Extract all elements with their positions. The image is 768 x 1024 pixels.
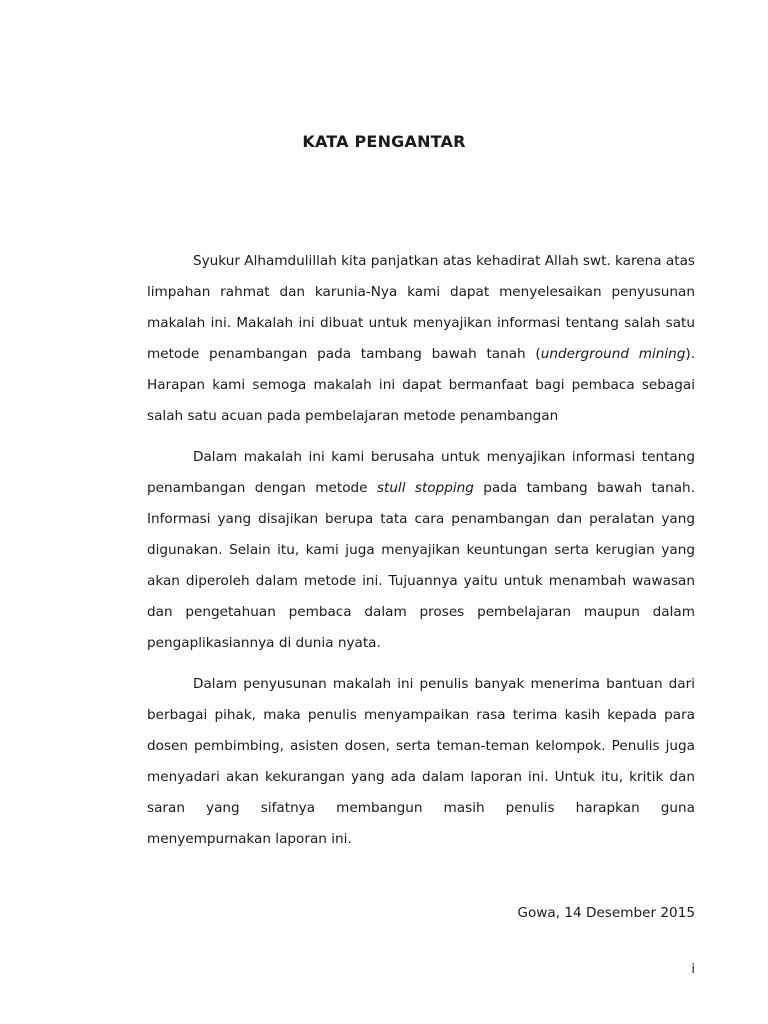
paragraph-2 <box>147 442 695 659</box>
paragraph-1-italic-term: underground mining <box>540 346 686 362</box>
body-text <box>147 246 695 865</box>
paragraph-3-text: Dalam penyusunan makalah ini penulis banyak menerima bantuan dari berbagai pihak, maka penulis menyampaikan rasa terima kasih kepada para dosen pembimbing, asisten dosen, serta teman-teman kelompok. Penulis juga menyadari akan kekurangan yang ada dalam laporan ini. Untuk itu, kritik dan saran yang sifatnya membangun masih penulis harapkan guna menyempurnakan laporan ini. <box>147 676 695 847</box>
paragraph-2-text-after: pada tambang bawah tanah. Informasi yang disajikan berupa tata cara penambangan dan peralatan yang digunakan. Selain itu, kami juga menyajikan keuntungan serta kerugian yang akan diperoleh dalam metode ini. Tujuannya yaitu untuk menambah wawasan dan pengetahuan pembaca dalam proses pembelajaran maupun dalam pengaplikasiannya di dunia nyata. <box>147 480 695 651</box>
place-date-signature: Gowa, 14 Desember 2015 <box>517 905 695 921</box>
page-number: i <box>691 962 695 977</box>
page-title: KATA PENGANTAR <box>302 132 466 151</box>
paragraph-1-text-after: ). Harapan kami semoga makalah ini dapat bermanfaat bagi pembaca sebagai salah satu acuan pada pembelajaran metode penambangan <box>147 346 696 424</box>
paragraph-2-italic-term: stull stopping <box>376 480 474 496</box>
paragraph-1 <box>147 246 695 432</box>
paragraph-1-text-before: Syukur Alhamdulillah kita panjatkan atas kehadirat Allah swt. karena atas limpahan rahmat dan karunia-Nya kami dapat menyelesaikan penyusunan makalah ini. Makalah ini dibuat untuk menyajikan informasi tentang salah satu metode penambangan pada tambang bawah tanah ( <box>147 253 696 362</box>
paragraph-3 <box>147 669 695 855</box>
paragraph-2-text-before: Dalam makalah ini kami berusaha untuk menyajikan informasi tentang penambangan dengan metode <box>147 449 695 496</box>
